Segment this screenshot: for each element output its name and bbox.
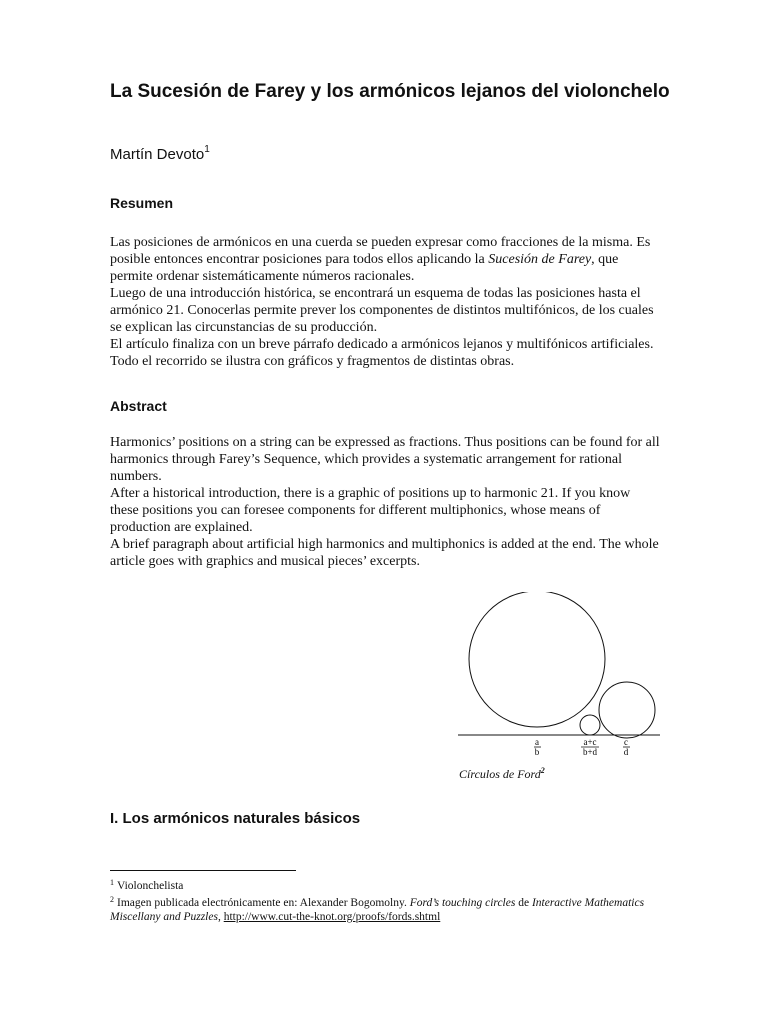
author-line	[110, 141, 210, 164]
abstract-paragraph-1: Harmonics’ positions on a string can be expressed as fractions. Thus positions can be found for all harmonics through Farey’s Sequence, which provides a systematic arrangement for rational numbers.	[110, 435, 660, 484]
footnote-2-italic-title: Ford’s touching circles	[409, 897, 516, 909]
footnote-2-italic-source: Interactive Mathematics Miscellany and Puzzles	[110, 897, 645, 923]
footnote-2-mark: 2	[110, 895, 114, 904]
label-c: c	[624, 737, 628, 747]
label-b: b	[534, 747, 540, 757]
small-circle	[580, 715, 600, 735]
resumen-heading: Resumen	[110, 195, 174, 211]
author-name: Martín Devoto	[110, 146, 205, 163]
footnote-1-text: Violonchelista	[117, 880, 184, 892]
label-a: a	[535, 737, 539, 747]
resumen-paragraph-3: El artículo finaliza con un breve párrafo dedicado a armónicos lejanos y multifónicos artificiales. Todo el recorrido se ilustra con gráficos y fragmentos de distintas obras.	[110, 337, 654, 369]
footnote-1-mark: 1	[110, 878, 114, 887]
label-b-plus-d: b+d	[582, 747, 598, 757]
figure-footnote-mark: 2	[540, 766, 545, 775]
footnotes	[110, 876, 670, 924]
figure-caption	[459, 764, 545, 781]
resumen-body	[110, 234, 662, 370]
footnote-2-separator: ,	[217, 911, 224, 923]
author-footnote-mark: 1	[204, 144, 210, 155]
ford-circles-figure	[456, 592, 666, 764]
abstract-paragraph-3: A brief paragraph about artificial high harmonics and multiphonics is added at the end. The whole article goes with graphics and musical pieces’ excerpts.	[110, 537, 659, 569]
footnote-2	[110, 893, 670, 924]
footnote-2-link[interactable]: http://www.cut-the-knot.org/proofs/fords.shtml	[223, 911, 441, 923]
footnote-1	[110, 876, 670, 893]
resumen-paragraph-2: Luego de una introducción histórica, se encontrará un esquema de todas las posiciones hasta el armónico 21. Conocerlas permite prever los componentes de distintos multifónicos, de los cuales se explican las circunstancias de su producción.	[110, 286, 654, 335]
paper-title: La Sucesión de Farey y los armónicos lejanos del violonchelo	[110, 81, 670, 102]
resumen-p1-text: Las posiciones de armónicos en una cuerda se pueden expresar como fracciones de la misma. Es posible entonces encontrar posiciones para todos ellos aplicando la	[110, 235, 651, 267]
label-a-plus-c: a+c	[583, 737, 597, 747]
resumen-paragraph-1	[110, 234, 662, 285]
right-circle	[599, 682, 655, 738]
abstract-heading: Abstract	[110, 398, 167, 414]
label-d: d	[623, 747, 629, 757]
resumen-p1-tail: , que permite ordenar sistemáticamente números racionales.	[110, 252, 619, 284]
footnote-2-text: Imagen publicada electrónicamente en: Alexander Bogomolny.	[117, 897, 410, 909]
footnote-divider	[110, 870, 296, 871]
section-1-heading: I. Los armónicos naturales básicos	[110, 810, 361, 827]
footnote-2-connector: de	[515, 897, 532, 909]
sucesion-de-farey-italic: Sucesión de Farey	[488, 252, 592, 267]
abstract-body	[110, 434, 662, 570]
large-circle	[469, 592, 605, 727]
abstract-paragraph-2: After a historical introduction, there is a graphic of positions up to harmonic 21. If you know these positions you can foresee components for different multiphonics, whose means of production are explained.	[110, 486, 631, 535]
figure-caption-text: Círculos de Ford	[459, 767, 541, 781]
